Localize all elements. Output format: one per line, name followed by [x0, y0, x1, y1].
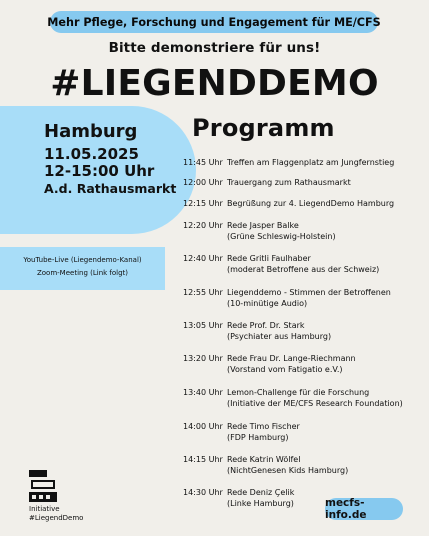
- online-zoom: Zoom-Meeting (Link folgt): [36, 269, 129, 277]
- program-desc: Liegenddemo - Stimmen der Betroffenen: [227, 288, 391, 297]
- subtitle: Bitte demonstriere für uns!: [108, 40, 321, 56]
- banner-pill: [47, 11, 381, 33]
- program-desc-detail: (Initiative der ME/CFS Research Foundation): [227, 399, 403, 408]
- program-desc-detail: (Linke Hamburg): [227, 499, 294, 508]
- website-link[interactable]: [325, 498, 403, 520]
- liegenddemo-logo-icon: [29, 470, 57, 502]
- program-desc: Rede Frau Dr. Lange-Riechmann: [227, 354, 356, 363]
- program-time: 12:40 Uhr: [183, 254, 223, 263]
- program-desc: Rede Deniz Çelik: [227, 488, 295, 497]
- banner-text: Mehr Pflege, Forschung und Engagement für ME/CFS: [47, 15, 381, 29]
- program-time: 13:05 Uhr: [183, 321, 223, 330]
- logo-caption-line1: Initiative: [29, 505, 60, 513]
- program-time: 12:55 Uhr: [183, 288, 223, 297]
- website-text: mecfs-info.de: [325, 497, 367, 521]
- program-desc-detail: (Psychiater aus Hamburg): [227, 332, 332, 341]
- event-city: Hamburg: [44, 121, 138, 142]
- program-desc: Trauergang zum Rathausmarkt: [227, 178, 351, 187]
- program-time: 14:30 Uhr: [183, 488, 223, 497]
- program-time: 14:15 Uhr: [183, 455, 223, 464]
- program-time: 13:20 Uhr: [183, 354, 223, 363]
- program-desc-detail: (Vorstand vom Fatigatio e.V.): [227, 365, 343, 374]
- program-desc: Rede Timo Fischer: [227, 422, 300, 431]
- program-time: 12:00 Uhr: [183, 178, 223, 187]
- program-desc: Lemon-Challenge für die Forschung: [227, 388, 370, 397]
- logo-caption: [29, 505, 83, 523]
- program-title: Programm: [192, 114, 335, 142]
- program-desc-detail: (10-minütige Audio): [227, 299, 308, 308]
- program-desc: Rede Katrin Wölfel: [227, 455, 301, 464]
- program-time: 12:20 Uhr: [183, 221, 223, 230]
- event-place: A.d. Rathausmarkt: [44, 181, 177, 196]
- program-desc-detail: (moderat Betroffene aus der Schweiz): [227, 265, 380, 274]
- program-desc: Rede Prof. Dr. Stark: [227, 321, 305, 330]
- program-time: 11:45 Uhr: [183, 158, 223, 167]
- online-info-box: [0, 247, 165, 290]
- program-time: 12:15 Uhr: [183, 199, 223, 208]
- headline: #LIEGENDDEMO: [50, 63, 379, 104]
- program-desc-detail: (Grüne Schleswig-Holstein): [227, 232, 336, 241]
- program-desc-detail: (NichtGenesen Kids Hamburg): [227, 466, 349, 475]
- event-time: 12-15:00 Uhr: [44, 162, 155, 180]
- program-desc: Rede Jasper Balke: [227, 221, 299, 230]
- program-desc: Begrüßung zur 4. LiegendDemo Hamburg: [227, 199, 395, 208]
- online-youtube: YouTube-Live (Liegendemo-Kanal): [23, 256, 142, 264]
- logo-caption-line2: #LiegendDemo: [29, 514, 84, 522]
- program-desc: Rede Gritli Faulhaber: [227, 254, 311, 263]
- program-time: 13:40 Uhr: [183, 388, 223, 397]
- event-date: 11.05.2025: [44, 145, 139, 163]
- program-desc-detail: (FDP Hamburg): [227, 433, 289, 442]
- program-desc: Treffen am Flaggenplatz am Jungfernstieg: [227, 158, 395, 167]
- program-time: 14:00 Uhr: [183, 422, 223, 431]
